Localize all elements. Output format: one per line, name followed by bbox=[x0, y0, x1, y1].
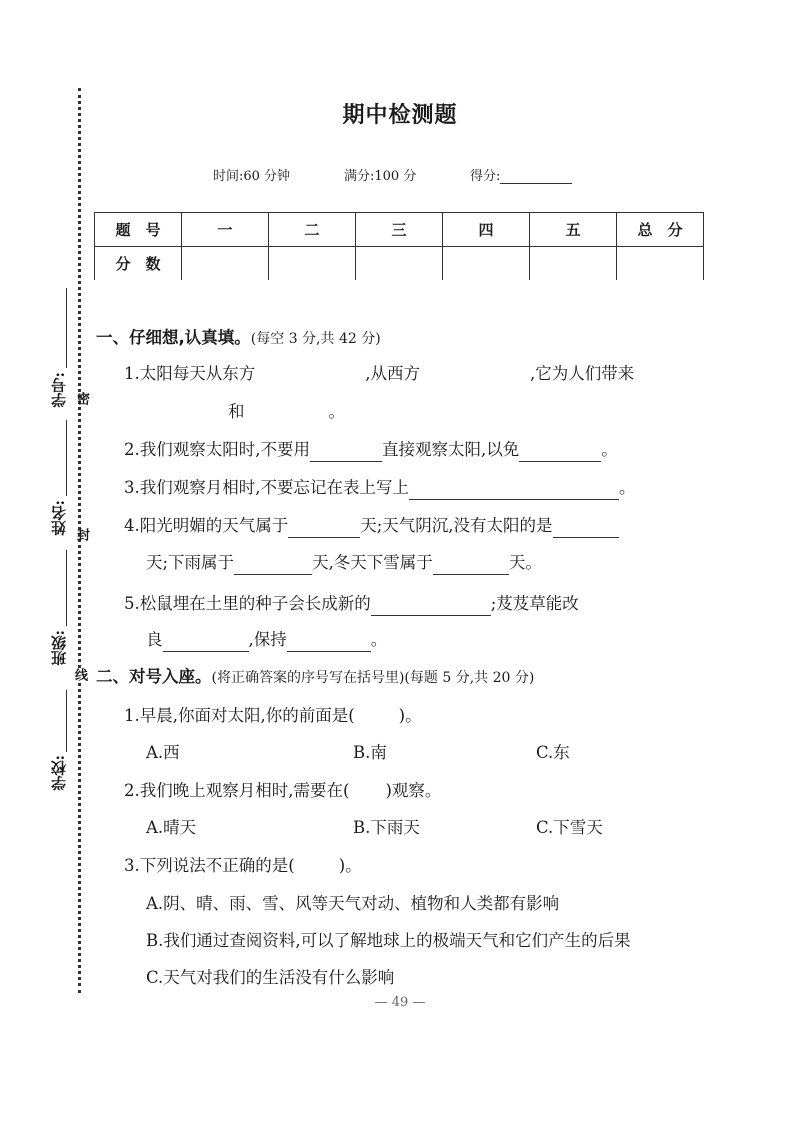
question-1-5-cont bbox=[146, 628, 387, 652]
section1-note: (每空 3 分,共 42 分) bbox=[250, 331, 381, 347]
question-text: 1.早晨,你面对太阳,你的前面是( bbox=[124, 706, 355, 725]
score-cell[interactable] bbox=[617, 247, 704, 281]
question-text: ;芨芨草能改 bbox=[490, 594, 579, 613]
option-2-2-b[interactable]: B.下雨天 bbox=[353, 818, 420, 837]
answer-blank[interactable] bbox=[163, 651, 249, 652]
score-cell[interactable] bbox=[182, 247, 269, 281]
score-blank[interactable] bbox=[500, 183, 572, 184]
school-write-line[interactable] bbox=[66, 690, 67, 752]
option-2-2-a[interactable]: A.晴天 bbox=[146, 818, 197, 837]
question-text: 。 bbox=[370, 630, 388, 649]
question-2-2 bbox=[124, 779, 441, 803]
option-2-1-c[interactable]: C.东 bbox=[536, 743, 570, 762]
option-2-3-c[interactable]: C.天气对我们的生活没有什么影响 bbox=[146, 968, 395, 987]
answer-blank[interactable] bbox=[288, 537, 360, 538]
table-header-cell: 题 号 bbox=[95, 213, 182, 247]
class-label: 班级: bbox=[50, 630, 68, 666]
score-table-score-row bbox=[95, 247, 704, 281]
section2-title: 二、对号入座。 bbox=[96, 667, 212, 686]
option-2-1-a[interactable]: A.西 bbox=[146, 743, 180, 762]
question-text: )。 bbox=[338, 856, 362, 875]
answer-blank[interactable] bbox=[371, 615, 491, 616]
question-text: ,从西方 bbox=[365, 364, 420, 383]
question-1-4 bbox=[124, 514, 619, 538]
question-text: 。 bbox=[601, 440, 618, 459]
question-text: 5.松鼠埋在土里的种子会长成新的 bbox=[124, 594, 371, 613]
section1-title: 一、仔细想,认真填。 bbox=[96, 328, 251, 347]
name-label: 姓名: bbox=[50, 500, 68, 536]
answer-blank[interactable] bbox=[287, 651, 371, 652]
question-2-3 bbox=[124, 854, 362, 878]
score-cell[interactable] bbox=[530, 247, 617, 281]
question-text: 天;天气阴沉,没有太阳的是 bbox=[360, 516, 553, 535]
section1-heading bbox=[96, 326, 381, 351]
table-header-cell: 一 bbox=[182, 213, 269, 247]
secret-char: 密 bbox=[74, 392, 89, 405]
answer-blank[interactable] bbox=[234, 574, 312, 575]
student-no-write-line[interactable] bbox=[66, 288, 67, 368]
question-text: )观察。 bbox=[385, 781, 442, 800]
question-text: 直接观察太阳,以免 bbox=[382, 440, 520, 459]
school-label: 学校: bbox=[50, 755, 68, 791]
question-1-2 bbox=[124, 438, 618, 462]
question-text: 4.阳光明媚的天气属于 bbox=[124, 516, 289, 535]
student-no-label: 学号: bbox=[50, 372, 68, 408]
name-write-line[interactable] bbox=[66, 420, 67, 496]
question-1-1-cont bbox=[228, 400, 345, 424]
question-1-4-cont bbox=[146, 551, 542, 575]
score-label: 得分: bbox=[470, 169, 501, 184]
question-1-3 bbox=[124, 476, 636, 500]
full-score-info: 满分:100 分 bbox=[344, 169, 417, 184]
question-text: ,保持 bbox=[248, 630, 287, 649]
question-text: 良 bbox=[146, 630, 163, 649]
table-header-cell: 总 分 bbox=[617, 213, 704, 247]
page-number: — 49 — bbox=[374, 995, 426, 1010]
answer-blank[interactable] bbox=[553, 537, 619, 538]
score-cell[interactable] bbox=[443, 247, 530, 281]
answer-blank[interactable] bbox=[433, 574, 509, 575]
question-text: 1.太阳每天从东方 bbox=[124, 364, 256, 383]
section2-note: (将正确答案的序号写在括号里)(每题 5 分,共 20 分) bbox=[211, 670, 535, 686]
question-text: 。 bbox=[328, 402, 345, 421]
line-char: 线 bbox=[72, 668, 87, 681]
question-text: 3.我们观察月相时,不要忘记在表上写上 bbox=[124, 478, 409, 497]
time-info: 时间:60 分钟 bbox=[213, 169, 291, 184]
question-text: 和 bbox=[228, 402, 245, 421]
question-text: 天。 bbox=[508, 553, 542, 572]
table-header-cell: 五 bbox=[530, 213, 617, 247]
table-header-cell: 四 bbox=[443, 213, 530, 247]
table-header-cell: 三 bbox=[356, 213, 443, 247]
question-2-1 bbox=[124, 704, 422, 728]
seal-char: 封 bbox=[74, 528, 89, 541]
score-row-label: 分 数 bbox=[95, 247, 182, 281]
score-cell[interactable] bbox=[269, 247, 356, 281]
question-text: ,它为人们带来 bbox=[530, 364, 635, 383]
table-header-cell: 二 bbox=[269, 213, 356, 247]
question-text: )。 bbox=[398, 706, 422, 725]
question-text: 。 bbox=[619, 478, 636, 497]
question-text: 2.我们观察太阳时,不要用 bbox=[124, 440, 310, 459]
score-table-header-row bbox=[95, 213, 704, 247]
question-text: 3.下列说法不正确的是( bbox=[124, 856, 295, 875]
answer-blank[interactable] bbox=[519, 461, 601, 462]
option-2-3-b[interactable]: B.我们通过查阅资料,可以了解地球上的极端天气和它们产生的后果 bbox=[146, 931, 631, 950]
question-1-1 bbox=[124, 362, 634, 386]
class-write-line[interactable] bbox=[66, 550, 67, 626]
page-title: 期中检测题 bbox=[342, 103, 458, 128]
question-1-5 bbox=[124, 592, 579, 616]
option-2-1-b[interactable]: B.南 bbox=[353, 743, 387, 762]
answer-blank[interactable] bbox=[409, 499, 619, 500]
score-info bbox=[470, 165, 572, 184]
answer-blank[interactable] bbox=[310, 461, 382, 462]
question-text: 天,冬天下雪属于 bbox=[312, 553, 433, 572]
option-2-3-a[interactable]: A.阴、晴、雨、雪、风等天气对动、植物和人类都有影响 bbox=[146, 894, 560, 913]
section2-heading bbox=[96, 665, 534, 690]
question-text: 2.我们晚上观察月相时,需要在( bbox=[124, 781, 350, 800]
question-text: 天;下雨属于 bbox=[146, 553, 235, 572]
score-cell[interactable] bbox=[356, 247, 443, 281]
score-table bbox=[94, 212, 704, 280]
option-2-2-c[interactable]: C.下雪天 bbox=[536, 818, 603, 837]
